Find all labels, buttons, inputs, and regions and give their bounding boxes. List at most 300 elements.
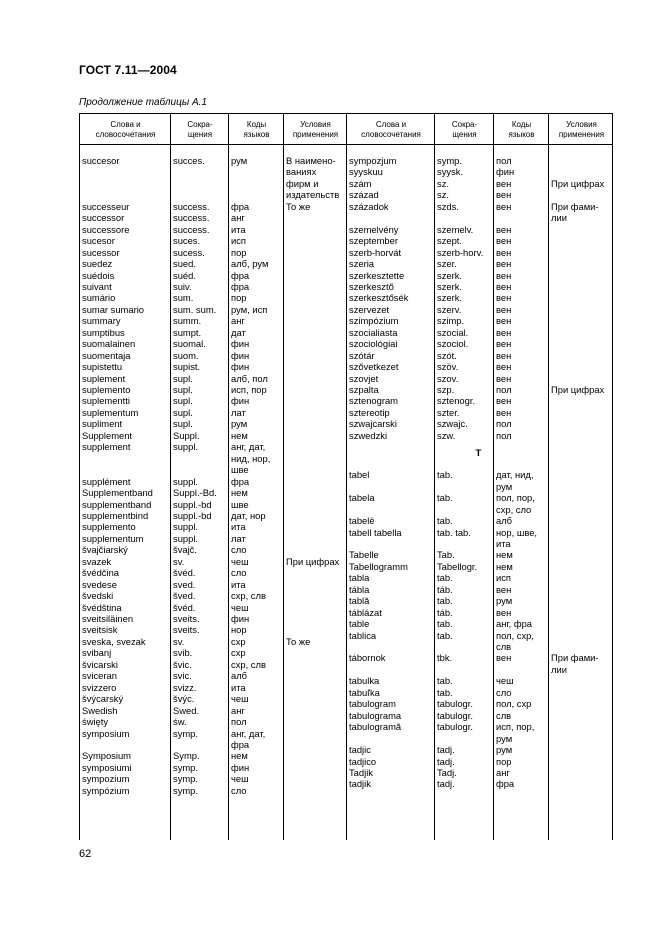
cell-code: вен — [496, 223, 512, 235]
cell-word: szwajcarski — [349, 418, 397, 430]
cell-abbr: szerv. — [437, 303, 462, 315]
cell-code: рум — [496, 480, 513, 492]
cell-abbr: sveits. — [173, 624, 200, 636]
cell-code: фра — [231, 280, 250, 292]
cell-word: sveitsisk — [82, 624, 118, 636]
cell-abbr: táb. — [437, 583, 453, 595]
cell-abbr: supl. — [173, 418, 193, 430]
column-header: Условия применения — [558, 120, 605, 139]
cell-code: вен — [496, 315, 512, 327]
cell-word: század — [349, 189, 379, 201]
cell-code: пол, схр, — [496, 629, 534, 641]
cell-abbr: szov. — [437, 372, 459, 384]
cell-code: фин — [231, 761, 250, 773]
cell-abbr: sucess. — [173, 246, 205, 258]
cell-word: sviceran — [82, 670, 117, 682]
cell-abbr: symp. — [173, 727, 199, 739]
cell-abbr: szter. — [437, 406, 460, 418]
cell-code: схр, слв — [231, 658, 266, 670]
header-column-divider — [548, 113, 549, 145]
cell-code: рум — [231, 418, 248, 430]
cell-word: szerkesztősék — [349, 292, 409, 304]
cell-abbr: suppl.-bd — [173, 509, 212, 521]
cell-code: вен — [496, 338, 512, 350]
cell-word: tabel — [349, 469, 370, 481]
cell-abbr: tabulogr. — [437, 709, 473, 721]
cell-word: švedski — [82, 590, 114, 602]
cell-code: пор — [231, 246, 247, 258]
cell-code: анг — [231, 212, 245, 224]
cell-abbr: supl. — [173, 384, 193, 395]
cell-word: tabulogramă — [349, 721, 402, 733]
cell-abbr: szwajc. — [437, 418, 468, 430]
cell-word: suplement — [82, 372, 126, 384]
cell-word: succesor — [82, 155, 120, 166]
cell-code: вен — [496, 246, 512, 258]
column-header: Сокра- щения — [187, 120, 213, 139]
cell-word: supistettu — [82, 361, 123, 373]
cell-abbr: Suppl.-Bd. — [173, 487, 217, 499]
cell-word: suomentaja — [82, 349, 131, 361]
cell-code: пор — [496, 755, 512, 767]
cell-code: ита — [231, 681, 246, 693]
cell-code: вен — [496, 326, 512, 338]
cell-abbr: sumpt. — [173, 326, 202, 338]
cell-abbr: supl. — [173, 372, 193, 384]
cell-code: вен — [496, 280, 512, 292]
cell-cond: В наимено- — [286, 155, 336, 166]
cell-abbr: supl. — [173, 395, 193, 407]
cell-word: successeur — [82, 200, 130, 212]
cell-word: supplementum — [82, 532, 144, 544]
cell-code: вен — [496, 189, 512, 201]
cell-code: фин — [231, 361, 250, 373]
gap-divider — [79, 145, 80, 153]
cell-code: сло — [231, 544, 247, 556]
abbreviations-table — [79, 113, 613, 840]
cell-code: фин — [231, 395, 250, 407]
cell-word: tablica — [349, 629, 377, 641]
cell-abbr: švéd. — [173, 567, 196, 579]
cell-code: вен — [496, 349, 512, 361]
cell-abbr: symp. — [173, 773, 199, 785]
column-header: Слова и словосочетания — [361, 120, 421, 139]
cell-abbr: suomal. — [173, 338, 206, 350]
cell-code: ита — [231, 578, 246, 590]
cell-abbr: suppl. — [173, 532, 199, 544]
cell-code: исп — [496, 572, 512, 584]
cell-word: tabulograma — [349, 709, 402, 721]
cell-word: sveitsiläinen — [82, 613, 134, 624]
cell-abbr: szimp. — [437, 315, 465, 327]
cell-abbr: tab. — [437, 629, 453, 641]
cell-code: вен — [496, 361, 512, 373]
cell-code: вен — [496, 303, 512, 315]
cell-code: фин — [231, 613, 250, 624]
cell-word: święty — [82, 716, 109, 728]
cell-cond: То же — [286, 635, 311, 647]
cell-word: švédština — [82, 601, 122, 613]
cell-word: supliment — [82, 418, 123, 430]
cell-code: рум — [496, 744, 513, 756]
cell-code: схр — [231, 635, 246, 647]
cell-code: исп, пор, — [496, 721, 535, 733]
cell-abbr: sv. — [173, 555, 185, 567]
cell-code: лат — [231, 532, 246, 544]
cell-cond: При цифрах — [551, 384, 605, 395]
cell-abbr: Swed. — [173, 704, 200, 716]
cell-word: suplementti — [82, 395, 130, 407]
cell-abbr: tabulogr. — [437, 721, 473, 733]
cell-abbr: Tabellogr. — [437, 560, 478, 572]
cell-cond: То же — [286, 200, 311, 212]
cell-code: анг, дат, — [231, 441, 266, 453]
cell-abbr: sved. — [173, 578, 196, 590]
cell-word: svedese — [82, 578, 117, 590]
cell-word: tábornok — [349, 652, 386, 664]
cell-abbr: tab. — [437, 686, 453, 698]
gap-divider — [612, 145, 613, 153]
cell-code: нем — [231, 429, 248, 441]
cell-word: švédčina — [82, 567, 120, 579]
cell-abbr: Tab. — [437, 549, 455, 561]
cell-code: чеш — [496, 675, 514, 687]
cell-code: нем — [496, 549, 513, 561]
cell-abbr: szw. — [437, 429, 456, 441]
cell-word: supplementbind — [82, 509, 149, 521]
cell-code: фра — [496, 778, 515, 790]
cell-abbr: suiv. — [173, 280, 192, 292]
cell-code: нор, шве, — [496, 526, 538, 538]
cell-abbr: tadj. — [437, 744, 455, 756]
cell-word: szám — [349, 177, 372, 189]
cell-word: szociológiai — [349, 338, 398, 350]
cell-code: нем — [231, 487, 248, 499]
cell-code: сло — [496, 686, 512, 698]
cell-word: sucessor — [82, 246, 120, 258]
cell-word: successore — [82, 223, 130, 235]
cell-code: нем — [231, 750, 248, 762]
cell-word: sumptibus — [82, 326, 125, 338]
body-column-divider — [346, 153, 347, 840]
cell-word: successor — [82, 212, 125, 224]
header-column-divider — [283, 113, 284, 145]
gap-divider — [493, 145, 494, 153]
cell-code: чеш — [231, 693, 249, 705]
cell-code: ита — [231, 223, 246, 235]
cell-word: szeria — [349, 258, 375, 270]
cell-word: Tabelle — [349, 549, 379, 561]
cell-abbr: suéd. — [173, 269, 196, 281]
cell-abbr: tadj. — [437, 778, 455, 790]
cell-code: рум — [496, 595, 513, 607]
cell-code: вен — [496, 606, 512, 618]
cell-abbr: tabulogr. — [437, 698, 473, 710]
gap-divider — [434, 145, 435, 153]
cell-word: suplemento — [82, 384, 131, 395]
cell-code: фин — [231, 338, 250, 350]
cell-abbr: szept. — [437, 235, 463, 247]
cell-code: вен — [496, 395, 512, 407]
cell-code: слв — [496, 641, 512, 652]
body-column-divider — [228, 153, 229, 840]
cell-word: summary — [82, 315, 121, 327]
cell-abbr: svib. — [173, 647, 193, 659]
cell-word: tablă — [349, 595, 370, 607]
cell-code: вен — [496, 235, 512, 247]
cell-word: table — [349, 618, 370, 630]
cell-word: szerb-horvát — [349, 246, 402, 258]
cell-abbr: sztenogr. — [437, 395, 476, 407]
cell-abbr: szocial. — [437, 326, 469, 338]
cell-abbr: św. — [173, 716, 187, 728]
cell-abbr: suppl. — [173, 475, 199, 487]
cell-word: tadjik — [349, 778, 371, 790]
cell-word: Tabellogramm — [349, 560, 408, 572]
cell-abbr: sum. sum. — [173, 303, 217, 315]
cell-code: сло — [231, 784, 247, 796]
cell-word: szimpózium — [349, 315, 399, 327]
cell-code: пор — [231, 292, 247, 304]
cell-abbr: tab. — [437, 618, 453, 630]
cell-word: századok — [349, 200, 389, 212]
cell-code: дат, нид, — [496, 469, 534, 481]
cell-code: вен — [496, 177, 512, 189]
cell-word: szemelvény — [349, 223, 399, 235]
cell-abbr: szociol. — [437, 338, 469, 350]
header-column-divider — [493, 113, 494, 145]
cell-abbr: success. — [173, 212, 210, 224]
cell-code: нем — [496, 560, 513, 572]
cell-word: symposium — [82, 727, 130, 739]
cell-abbr: szemelv. — [437, 223, 474, 235]
cell-code: алб — [496, 515, 513, 527]
cell-code: вен — [496, 292, 512, 304]
cell-word: szerkesztette — [349, 269, 405, 281]
cell-cond: При фами- — [551, 200, 599, 212]
cell-abbr: švic. — [173, 658, 192, 670]
cell-code: вен — [496, 652, 512, 664]
cell-word: szocialiasta — [349, 326, 398, 338]
cell-abbr: švýc. — [173, 693, 195, 705]
cell-abbr: svic. — [173, 670, 192, 682]
cell-abbr: švajč. — [173, 544, 197, 556]
cell-abbr: tab. tab. — [437, 526, 471, 538]
cell-word: švicarski — [82, 658, 118, 670]
cell-code: вен — [496, 406, 512, 418]
cell-word: supplément — [82, 475, 131, 487]
cell-code: анг — [231, 315, 245, 327]
cell-code: пол — [496, 384, 512, 395]
cell-code: исп, пор — [231, 384, 267, 395]
standard-designation: ГОСТ 7.11—2004 — [79, 63, 177, 77]
cell-word: sveska, svezak — [82, 635, 146, 647]
cell-word: sucesor — [82, 235, 115, 247]
cell-word: tabulogram — [349, 698, 396, 710]
cell-word: szwedzki — [349, 429, 388, 441]
column-header: Слова и словосочетания — [95, 120, 156, 139]
table-continuation-caption: Продолжение таблицы А.1 — [79, 97, 207, 108]
cell-word: tabela — [349, 492, 375, 504]
cell-abbr: tab. — [437, 492, 453, 504]
cell-code: фин — [231, 349, 250, 361]
cell-abbr: szds. — [437, 200, 459, 212]
cell-word: tabulka — [349, 675, 380, 687]
cell-abbr: syysk. — [437, 166, 464, 178]
body-column-divider — [493, 153, 494, 840]
cell-abbr: szer. — [437, 258, 457, 270]
cell-word: tadjico — [349, 755, 377, 767]
cell-code: схр, сло — [496, 503, 532, 515]
cell-abbr: švéd. — [173, 601, 196, 613]
cell-abbr: Tadj. — [437, 766, 457, 778]
cell-abbr: sz. — [437, 177, 449, 189]
cell-code: сло — [231, 567, 247, 579]
cell-abbr: szerk. — [437, 280, 463, 292]
cell-code: пол — [231, 716, 247, 728]
cell-code: фра — [231, 200, 250, 212]
gap-divider — [170, 145, 171, 153]
cell-abbr: tadj. — [437, 755, 455, 767]
body-column-divider — [283, 153, 284, 840]
cell-abbr: sued. — [173, 258, 196, 270]
cell-word: Supplementband — [82, 487, 153, 499]
cell-abbr: tab. — [437, 515, 453, 527]
cell-code: рум — [496, 732, 513, 744]
cell-code: вен — [496, 372, 512, 384]
cell-word: suedez — [82, 258, 113, 270]
cell-code: ита — [496, 537, 511, 549]
cell-word: szővetkezet — [349, 361, 399, 373]
cell-word: suédois — [82, 269, 115, 281]
cell-cond: При цифрах — [286, 555, 340, 567]
cell-code: вен — [496, 200, 512, 212]
cell-word: sztenogram — [349, 395, 398, 407]
column-header: Сокра- щения — [451, 120, 478, 139]
cell-code: дат, нор — [231, 509, 266, 521]
cell-word: švajčiarský — [82, 544, 128, 556]
cell-code: лат — [231, 406, 246, 418]
header-column-divider — [434, 113, 435, 145]
cell-code: пол — [496, 155, 512, 166]
cell-abbr: tab. — [437, 572, 453, 584]
cell-cond: лии — [551, 212, 567, 224]
cell-abbr: success. — [173, 200, 210, 212]
cell-abbr: Suppl. — [173, 429, 200, 441]
cell-code: анг — [231, 704, 245, 716]
cell-code: чеш — [231, 773, 249, 785]
body-column-divider — [170, 153, 171, 840]
cell-abbr: success. — [173, 223, 210, 235]
cell-word: tabell tabella — [349, 526, 402, 538]
page-number: 62 — [79, 848, 92, 860]
cell-word: supplementband — [82, 498, 152, 510]
section-letter-t: T — [475, 448, 482, 460]
cell-word: supplement — [82, 441, 131, 453]
cell-word: szpalta — [349, 384, 379, 395]
cell-abbr: tab. — [437, 595, 453, 607]
cell-abbr: symp. — [173, 784, 199, 796]
cell-word: švýcarský — [82, 693, 124, 705]
cell-code: алб, пол — [231, 372, 268, 384]
cell-code: пол, пор, — [496, 492, 535, 504]
cell-word: supplemento — [82, 521, 136, 533]
cell-word: syyskuu — [349, 166, 383, 178]
cell-code: фин — [496, 166, 515, 178]
cell-abbr: succes. — [173, 155, 205, 166]
cell-code: анг, дат, — [231, 727, 266, 739]
cell-word: tabelë — [349, 515, 375, 527]
cell-code: чеш — [231, 555, 249, 567]
gap-divider — [346, 145, 347, 153]
body-column-divider — [548, 153, 549, 840]
cell-cond: ваниях — [286, 166, 317, 178]
cell-code: вен — [496, 269, 512, 281]
cell-word: szervezet — [349, 303, 390, 315]
cell-abbr: supist. — [173, 361, 201, 373]
column-header: Коды языков — [508, 120, 535, 139]
cell-word: suplementum — [82, 406, 139, 418]
cell-word: sympozjum — [349, 155, 397, 166]
cell-word: Tadjik — [349, 766, 373, 778]
cell-code: схр, слв — [231, 590, 266, 602]
cell-abbr: symp. — [173, 761, 199, 773]
cell-word: szeptember — [349, 235, 398, 247]
cell-abbr: sum. — [173, 292, 194, 304]
cell-abbr: szót. — [437, 349, 457, 361]
column-header: Коды языков — [243, 120, 270, 139]
cell-word: symposiumi — [82, 761, 132, 773]
cell-abbr: suppl. — [173, 521, 199, 533]
cell-code: слв — [496, 709, 512, 721]
cell-abbr: suppl. — [173, 441, 199, 453]
body-column-divider — [612, 153, 613, 840]
cell-word: sztereotip — [349, 406, 390, 418]
cell-word: tábla — [349, 583, 370, 595]
cell-word: Swedish — [82, 704, 118, 716]
cell-word: szovjet — [349, 372, 379, 384]
gap-divider — [548, 145, 549, 153]
cell-word: suivant — [82, 280, 112, 292]
cell-word: tabla — [349, 572, 370, 584]
cell-word: sympózium — [82, 784, 130, 796]
cell-word: sympozium — [82, 773, 130, 785]
header-column-divider — [228, 113, 229, 145]
cell-abbr: Symp. — [173, 750, 200, 762]
cell-word: suomalainen — [82, 338, 136, 350]
cell-word: svibanj — [82, 647, 112, 659]
cell-code: нид, нор, — [231, 452, 271, 464]
cell-code: пол, схр — [496, 698, 532, 710]
cell-abbr: supl. — [173, 406, 193, 418]
cell-code: анг, фра — [496, 618, 533, 630]
cell-code: пол — [496, 418, 512, 430]
cell-word: sumário — [82, 292, 116, 304]
cell-code: фра — [231, 738, 250, 750]
cell-code: чеш — [231, 601, 249, 613]
cell-code: нор — [231, 624, 247, 636]
cell-word: Symposium — [82, 750, 131, 762]
cell-abbr: šved. — [173, 590, 196, 602]
cell-code: шве — [231, 498, 249, 510]
cell-abbr: szerk. — [437, 269, 463, 281]
cell-cond: лии — [551, 663, 567, 675]
cell-word: sumar sumario — [82, 303, 144, 315]
cell-code: рум, исп — [231, 303, 268, 315]
cell-code: рум — [231, 155, 248, 166]
cell-abbr: tab. — [437, 469, 453, 481]
cell-word: svizzero — [82, 681, 117, 693]
